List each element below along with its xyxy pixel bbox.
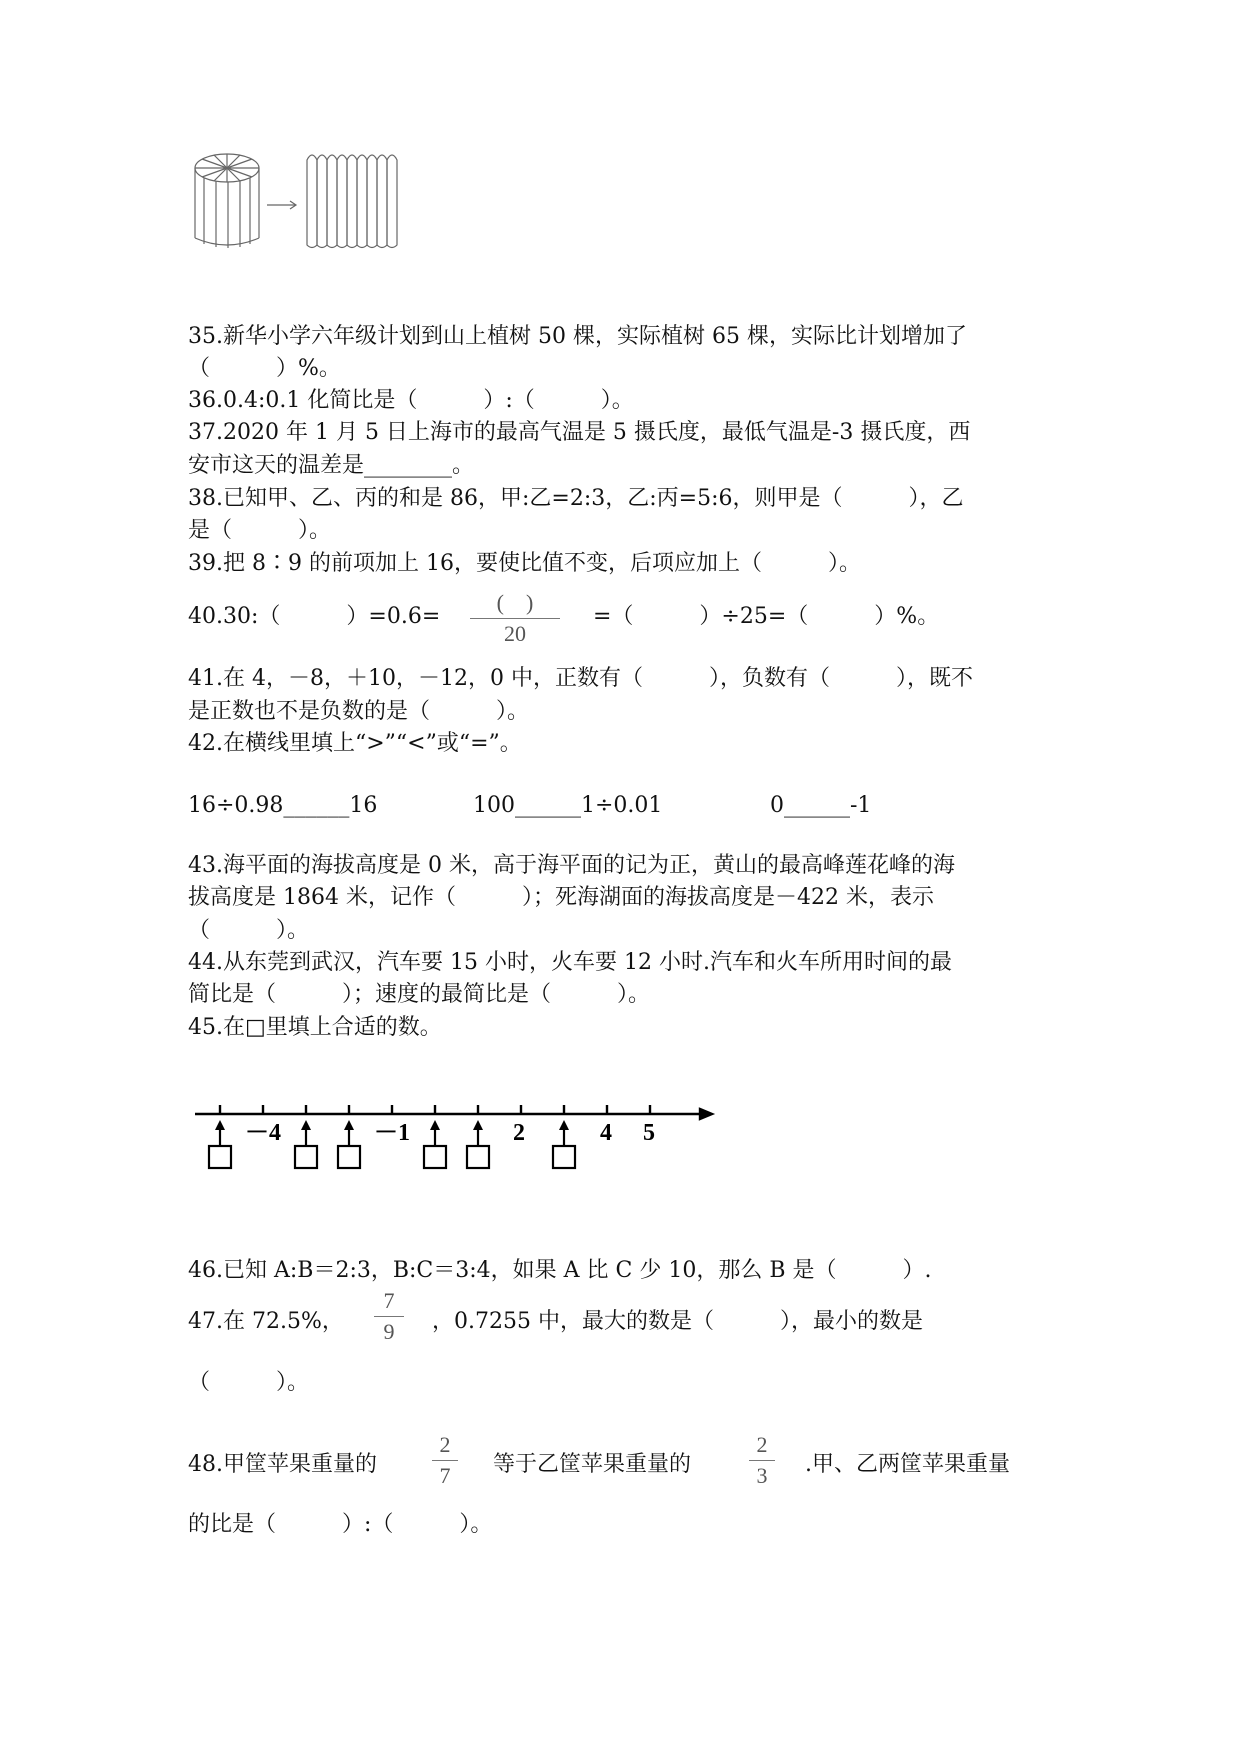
q40-fraction: [470, 590, 560, 647]
q48-frac1-num: 2: [439, 1432, 451, 1457]
q41-line1: 41.在 4，－8，＋10，－12，0 中，正数有（ ），负数有（ ），既不: [188, 666, 973, 691]
q42-compare-1: 16÷0.98______16: [188, 793, 378, 818]
cylinder-slices-figure: [192, 150, 412, 250]
number-line-label: 5: [643, 1120, 655, 1146]
q36-line1: 36.0.4:0.1 化简比是（ ）:（ ）。: [188, 388, 634, 413]
q48-frac1-den: 7: [439, 1463, 451, 1488]
number-line-figure: [190, 1100, 720, 1200]
number-line-label: 2: [513, 1120, 525, 1146]
q40-frac-bar: [470, 618, 560, 619]
q42-compare-2: 100______1÷0.01: [473, 793, 663, 818]
q44-line2: 简比是（ ）；速度的最简比是（ ）。: [188, 982, 651, 1007]
q48-fraction-1: [432, 1432, 458, 1489]
q37-line2: 安市这天的温差是________。: [188, 453, 475, 478]
q38-line2: 是（ ）。: [188, 518, 332, 543]
q47-line2: （ ）。: [188, 1370, 310, 1395]
number-line-label: 4: [600, 1120, 612, 1146]
q48-fraction-2: [749, 1432, 775, 1489]
q48-part1: 48.甲筐苹果重量的: [188, 1452, 377, 1477]
q41-line2: 是正数也不是负数的是（ ）。: [188, 699, 530, 724]
q37-line1: 37.2020 年 1 月 5 日上海市的最高气温是 5 摄氏度，最低气温是-3 摄氏度，西: [188, 420, 971, 445]
q47-frac-num: 7: [383, 1288, 395, 1313]
q42-compare-3: 0______-1: [770, 793, 872, 818]
q35-line1: 35.新华小学六年级计划到山上植树 50 棵，实际植树 65 棵，实际比计划增加了: [188, 324, 967, 349]
q44-line1: 44.从东莞到武汉，汽车要 15 小时，火车要 12 小时.汽车和火车所用时间的最: [188, 950, 952, 975]
number-line-label: －4: [245, 1120, 281, 1146]
q40-part2: =（ ）÷25=（ ）%。: [593, 604, 940, 629]
q42-line1: 42.在横线里填上“>”“<”或“=”。: [188, 731, 522, 756]
q48-frac2-num: 2: [756, 1432, 768, 1457]
q43-line3: （ ）。: [188, 918, 310, 943]
q46-line1: 46.已知 A:B＝2:3，B:C＝3:4，如果 A 比 C 少 10，那么 B 是（ ）.: [188, 1258, 932, 1283]
q48-frac2-bar: [749, 1460, 775, 1461]
q43-line2: 拔高度是 1864 米，记作（ ）；死海湖面的海拔高度是－422 米，表示: [188, 885, 934, 910]
q48-part3: .甲、乙两筐苹果重量: [805, 1452, 1010, 1477]
q38-line1: 38.已知甲、乙、丙的和是 86，甲:乙=2:3，乙:丙=5:6，则甲是（ ），乙: [188, 486, 964, 511]
number-line-label: －1: [374, 1120, 410, 1146]
q48-part2: 等于乙筐苹果重量的: [493, 1452, 692, 1477]
q35-line2: （ ）%。: [188, 356, 341, 381]
q40-frac-num: ( ): [496, 590, 534, 615]
q45-line1: 45.在□里填上合适的数。: [188, 1015, 442, 1040]
q48-frac1-bar: [432, 1460, 458, 1461]
q47-frac-den: 9: [383, 1319, 395, 1344]
q47-part1: 47.在 72.5%，: [188, 1309, 344, 1334]
q47-fraction: [374, 1288, 404, 1345]
q43-line1: 43.海平面的海拔高度是 0 米，高于海平面的记为正，黄山的最高峰莲花峰的海: [188, 853, 955, 878]
q47-part2: ，0.7255 中，最大的数是（ ），最小的数是: [432, 1309, 923, 1334]
q40-part1: 40.30:（ ）=0.6=: [188, 604, 441, 629]
q48-frac2-den: 3: [756, 1463, 768, 1488]
q48-line2: 的比是（ ）:（ ）。: [188, 1512, 493, 1537]
q47-frac-bar: [374, 1316, 404, 1317]
q39-line1: 39.把 8∶9 的前项加上 16，要使比值不变，后项应加上（ ）。: [188, 551, 861, 576]
q40-frac-den: 20: [504, 621, 526, 646]
